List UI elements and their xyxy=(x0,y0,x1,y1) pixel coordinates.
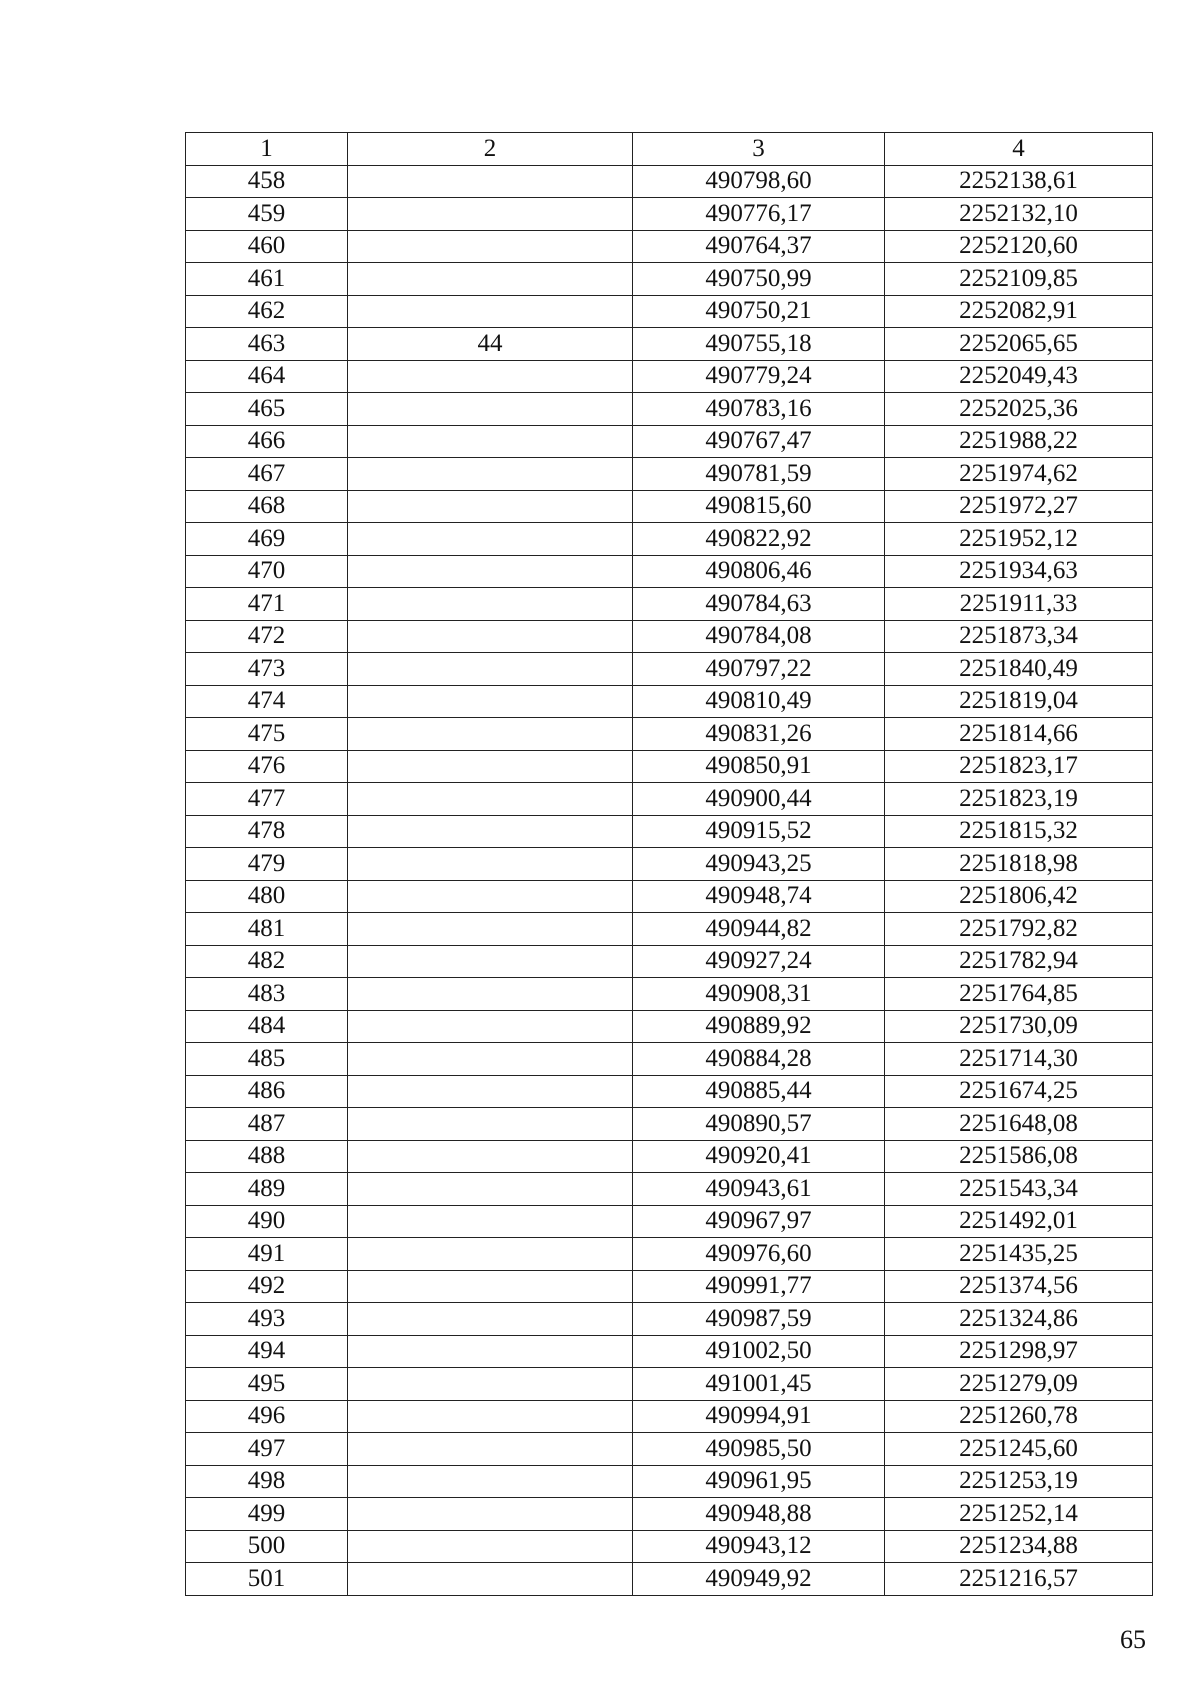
table-cell: 2251988,22 xyxy=(885,425,1153,458)
table-cell: 490949,92 xyxy=(633,1563,885,1596)
table-cell: 2251324,86 xyxy=(885,1303,1153,1336)
table-cell xyxy=(348,913,633,946)
table-cell: 490927,24 xyxy=(633,945,885,978)
table-cell: 490784,08 xyxy=(633,620,885,653)
table-row xyxy=(186,880,1153,913)
table-cell: 2251586,08 xyxy=(885,1140,1153,1173)
table-row xyxy=(186,653,1153,686)
table-cell: 490890,57 xyxy=(633,1108,885,1141)
table-cell: 498 xyxy=(186,1465,348,1498)
table-cell: 2251873,34 xyxy=(885,620,1153,653)
table-cell xyxy=(348,425,633,458)
coordinates-table xyxy=(185,132,1153,1596)
table-cell: 490943,25 xyxy=(633,848,885,881)
table-cell: 2251806,42 xyxy=(885,880,1153,913)
table-cell xyxy=(348,1173,633,1206)
table-row xyxy=(186,1530,1153,1563)
table-cell: 2252049,43 xyxy=(885,360,1153,393)
table-cell: 2251279,09 xyxy=(885,1368,1153,1401)
table-cell xyxy=(348,1400,633,1433)
table-cell: 496 xyxy=(186,1400,348,1433)
table-cell: 2251435,25 xyxy=(885,1238,1153,1271)
table-row xyxy=(186,1238,1153,1271)
table-cell: 476 xyxy=(186,750,348,783)
table-cell xyxy=(348,1140,633,1173)
table-cell: 487 xyxy=(186,1108,348,1141)
table-row xyxy=(186,750,1153,783)
table-cell: 490943,61 xyxy=(633,1173,885,1206)
table-cell: 499 xyxy=(186,1498,348,1531)
table-cell: 490976,60 xyxy=(633,1238,885,1271)
table-cell: 2251648,08 xyxy=(885,1108,1153,1141)
table-row xyxy=(186,1010,1153,1043)
table-cell xyxy=(348,1238,633,1271)
table-cell: 2251216,57 xyxy=(885,1563,1153,1596)
table-cell: 467 xyxy=(186,458,348,491)
table-cell: 2251972,27 xyxy=(885,490,1153,523)
table-row xyxy=(186,1498,1153,1531)
table-cell: 490908,31 xyxy=(633,978,885,1011)
table-cell: 470 xyxy=(186,555,348,588)
table-cell xyxy=(348,523,633,556)
table-cell: 2252065,65 xyxy=(885,328,1153,361)
table-cell: 2251252,14 xyxy=(885,1498,1153,1531)
table-cell: 2251934,63 xyxy=(885,555,1153,588)
table-cell xyxy=(348,458,633,491)
table-row xyxy=(186,1108,1153,1141)
table-cell xyxy=(348,718,633,751)
table-row xyxy=(186,978,1153,1011)
table-cell: 490798,60 xyxy=(633,165,885,198)
table-cell: 2251840,49 xyxy=(885,653,1153,686)
table-cell: 488 xyxy=(186,1140,348,1173)
table-cell xyxy=(348,815,633,848)
table-row xyxy=(186,458,1153,491)
table-cell: 490884,28 xyxy=(633,1043,885,1076)
table-cell: 492 xyxy=(186,1270,348,1303)
table-cell: 478 xyxy=(186,815,348,848)
table-cell: 490850,91 xyxy=(633,750,885,783)
table-cell xyxy=(348,360,633,393)
table-cell xyxy=(348,1270,633,1303)
table-cell: 2251792,82 xyxy=(885,913,1153,946)
table-cell: 490915,52 xyxy=(633,815,885,848)
table-row xyxy=(186,1173,1153,1206)
table-cell: 459 xyxy=(186,198,348,231)
table-cell xyxy=(348,978,633,1011)
table-row xyxy=(186,815,1153,848)
table-row xyxy=(186,263,1153,296)
table-cell: 501 xyxy=(186,1563,348,1596)
table-row xyxy=(186,620,1153,653)
table-cell: 490967,97 xyxy=(633,1205,885,1238)
table-row xyxy=(186,230,1153,263)
table-cell xyxy=(348,1303,633,1336)
table-row xyxy=(186,1433,1153,1466)
table-cell: 471 xyxy=(186,588,348,621)
table-cell xyxy=(348,263,633,296)
table-cell: 490781,59 xyxy=(633,458,885,491)
table-row xyxy=(186,685,1153,718)
table-cell xyxy=(348,393,633,426)
table-cell: 493 xyxy=(186,1303,348,1336)
coordinates-table-body xyxy=(186,133,1153,1596)
table-cell: 486 xyxy=(186,1075,348,1108)
table-cell xyxy=(348,165,633,198)
table-cell: 2251911,33 xyxy=(885,588,1153,621)
table-cell: 490985,50 xyxy=(633,1433,885,1466)
header-cell: 4 xyxy=(885,133,1153,166)
table-cell: 2251234,88 xyxy=(885,1530,1153,1563)
table-cell: 2252138,61 xyxy=(885,165,1153,198)
table-cell xyxy=(348,230,633,263)
table-cell xyxy=(348,555,633,588)
table-cell: 489 xyxy=(186,1173,348,1206)
table-cell: 495 xyxy=(186,1368,348,1401)
table-cell: 491001,45 xyxy=(633,1368,885,1401)
table-row xyxy=(186,1335,1153,1368)
table-row xyxy=(186,783,1153,816)
table-cell xyxy=(348,198,633,231)
table-cell xyxy=(348,1563,633,1596)
table-cell xyxy=(348,848,633,881)
page-number: 65 xyxy=(1120,1625,1146,1654)
table-cell: 490779,24 xyxy=(633,360,885,393)
table-row xyxy=(186,1368,1153,1401)
table-cell: 490815,60 xyxy=(633,490,885,523)
table-row xyxy=(186,1303,1153,1336)
table-row xyxy=(186,913,1153,946)
table-cell: 490767,47 xyxy=(633,425,885,458)
table-cell xyxy=(348,490,633,523)
table-cell: 2251253,19 xyxy=(885,1465,1153,1498)
table-cell: 490994,91 xyxy=(633,1400,885,1433)
table-cell: 2252120,60 xyxy=(885,230,1153,263)
table-cell: 490776,17 xyxy=(633,198,885,231)
table-cell xyxy=(348,1075,633,1108)
table-cell: 480 xyxy=(186,880,348,913)
table-cell: 490831,26 xyxy=(633,718,885,751)
table-cell xyxy=(348,620,633,653)
table-cell: 474 xyxy=(186,685,348,718)
table-cell: 464 xyxy=(186,360,348,393)
table-cell: 2251823,17 xyxy=(885,750,1153,783)
table-row xyxy=(186,848,1153,881)
table-row xyxy=(186,360,1153,393)
table-cell: 2252082,91 xyxy=(885,295,1153,328)
table-cell: 2251492,01 xyxy=(885,1205,1153,1238)
table-row xyxy=(186,523,1153,556)
table-cell xyxy=(348,588,633,621)
table-cell: 490889,92 xyxy=(633,1010,885,1043)
table-cell: 2251260,78 xyxy=(885,1400,1153,1433)
table-cell: 490948,88 xyxy=(633,1498,885,1531)
table-row xyxy=(186,1140,1153,1173)
table-cell: 2251543,34 xyxy=(885,1173,1153,1206)
table-row xyxy=(186,1465,1153,1498)
table-cell: 2251730,09 xyxy=(885,1010,1153,1043)
table-cell: 490764,37 xyxy=(633,230,885,263)
table-cell: 2251819,04 xyxy=(885,685,1153,718)
table-cell: 490944,82 xyxy=(633,913,885,946)
table-cell xyxy=(348,685,633,718)
table-cell: 482 xyxy=(186,945,348,978)
table-cell: 2251764,85 xyxy=(885,978,1153,1011)
table-cell: 479 xyxy=(186,848,348,881)
table-cell: 490900,44 xyxy=(633,783,885,816)
table-cell xyxy=(348,945,633,978)
table-cell: 461 xyxy=(186,263,348,296)
table-cell: 490991,77 xyxy=(633,1270,885,1303)
table-row xyxy=(186,198,1153,231)
table-cell xyxy=(348,1433,633,1466)
table-cell: 2251815,32 xyxy=(885,815,1153,848)
table-row xyxy=(186,295,1153,328)
table-cell: 2251782,94 xyxy=(885,945,1153,978)
table-cell: 490784,63 xyxy=(633,588,885,621)
table-cell: 2251818,98 xyxy=(885,848,1153,881)
table-cell: 490797,22 xyxy=(633,653,885,686)
table-cell: 2251245,60 xyxy=(885,1433,1153,1466)
table-cell: 2251823,19 xyxy=(885,783,1153,816)
table-cell xyxy=(348,1368,633,1401)
table-cell: 469 xyxy=(186,523,348,556)
table-row xyxy=(186,393,1153,426)
table-cell: 484 xyxy=(186,1010,348,1043)
table-cell: 490885,44 xyxy=(633,1075,885,1108)
table-cell: 458 xyxy=(186,165,348,198)
table-cell: 468 xyxy=(186,490,348,523)
header-cell: 1 xyxy=(186,133,348,166)
table-cell xyxy=(348,880,633,913)
table-cell: 481 xyxy=(186,913,348,946)
table-cell: 491002,50 xyxy=(633,1335,885,1368)
table-cell: 466 xyxy=(186,425,348,458)
table-cell: 491 xyxy=(186,1238,348,1271)
table-row xyxy=(186,1205,1153,1238)
header-row xyxy=(186,133,1153,166)
table-cell: 490755,18 xyxy=(633,328,885,361)
table-cell: 44 xyxy=(348,328,633,361)
table-cell: 2251298,97 xyxy=(885,1335,1153,1368)
table-row xyxy=(186,718,1153,751)
table-cell: 490 xyxy=(186,1205,348,1238)
table-cell xyxy=(348,1010,633,1043)
table-cell: 472 xyxy=(186,620,348,653)
table-row xyxy=(186,490,1153,523)
table-row xyxy=(186,1400,1153,1433)
table-cell: 475 xyxy=(186,718,348,751)
table-cell: 2251374,56 xyxy=(885,1270,1153,1303)
table-row xyxy=(186,588,1153,621)
header-cell: 2 xyxy=(348,133,633,166)
table-row xyxy=(186,165,1153,198)
table-row xyxy=(186,555,1153,588)
table-cell: 485 xyxy=(186,1043,348,1076)
table-row xyxy=(186,1043,1153,1076)
table-row xyxy=(186,425,1153,458)
table-cell: 490987,59 xyxy=(633,1303,885,1336)
table-cell: 490920,41 xyxy=(633,1140,885,1173)
table-cell: 2251674,25 xyxy=(885,1075,1153,1108)
header-cell: 3 xyxy=(633,133,885,166)
table-row xyxy=(186,328,1153,361)
table-cell: 490961,95 xyxy=(633,1465,885,1498)
table-cell: 490943,12 xyxy=(633,1530,885,1563)
table-cell: 477 xyxy=(186,783,348,816)
table-cell: 490806,46 xyxy=(633,555,885,588)
table-cell xyxy=(348,783,633,816)
table-cell xyxy=(348,1498,633,1531)
table-cell: 483 xyxy=(186,978,348,1011)
table-cell: 497 xyxy=(186,1433,348,1466)
table-cell: 490948,74 xyxy=(633,880,885,913)
table-cell: 460 xyxy=(186,230,348,263)
table-cell: 462 xyxy=(186,295,348,328)
table-row xyxy=(186,1270,1153,1303)
table-cell xyxy=(348,295,633,328)
table-cell xyxy=(348,1108,633,1141)
table-cell xyxy=(348,1205,633,1238)
table-cell: 500 xyxy=(186,1530,348,1563)
table-row xyxy=(186,945,1153,978)
table-cell: 494 xyxy=(186,1335,348,1368)
table-cell: 490810,49 xyxy=(633,685,885,718)
table-cell: 2251714,30 xyxy=(885,1043,1153,1076)
table-cell: 2252109,85 xyxy=(885,263,1153,296)
table-cell: 2251952,12 xyxy=(885,523,1153,556)
table-cell: 463 xyxy=(186,328,348,361)
table-cell: 490822,92 xyxy=(633,523,885,556)
table-cell: 2252025,36 xyxy=(885,393,1153,426)
table-cell: 490783,16 xyxy=(633,393,885,426)
table-cell: 2251974,62 xyxy=(885,458,1153,491)
table-cell xyxy=(348,1335,633,1368)
table-cell: 490750,21 xyxy=(633,295,885,328)
table-cell: 473 xyxy=(186,653,348,686)
table-cell: 2251814,66 xyxy=(885,718,1153,751)
table-cell xyxy=(348,1530,633,1563)
table-cell: 490750,99 xyxy=(633,263,885,296)
table-cell: 465 xyxy=(186,393,348,426)
table-cell xyxy=(348,1465,633,1498)
table-cell xyxy=(348,750,633,783)
table-cell xyxy=(348,1043,633,1076)
table-cell xyxy=(348,653,633,686)
table-row xyxy=(186,1563,1153,1596)
table-cell: 2252132,10 xyxy=(885,198,1153,231)
table-row xyxy=(186,1075,1153,1108)
